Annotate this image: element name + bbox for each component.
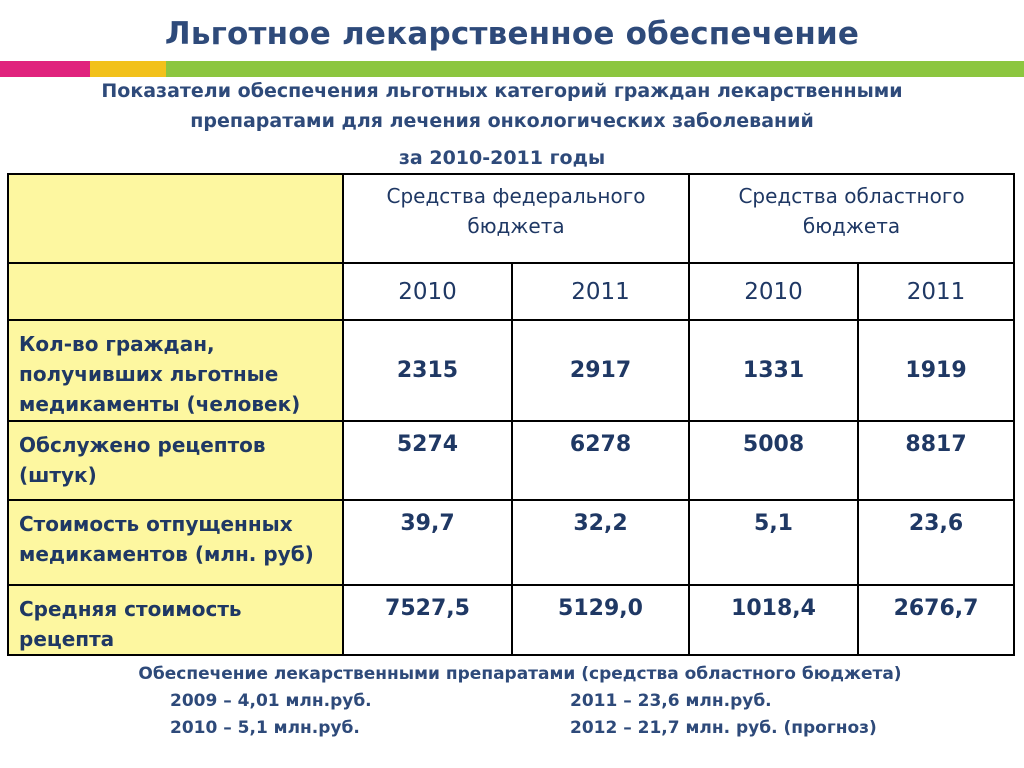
table-cell: 5274 [343, 421, 512, 500]
year-header: 2011 [858, 263, 1014, 320]
row-label-prescriptions: Обслужено рецептов (штук) [8, 421, 343, 500]
row-label-citizens: Кол-во граждан, получивших льготные медикаменты (человек) [8, 320, 343, 421]
table-cell: 1331 [689, 320, 858, 421]
table-cell: 6278 [512, 421, 689, 500]
table-cell: 8817 [858, 421, 1014, 500]
subtitle-line-2: препаратами для лечения онкологических заболеваний [190, 110, 814, 132]
footer-item-2009: 2009 – 4,01 млн.руб. [170, 691, 372, 711]
decor-stripe-yellow [90, 61, 166, 77]
table-cell: 7527,5 [343, 585, 512, 655]
footer-item-2011: 2011 – 23,6 млн.руб. [570, 691, 772, 711]
decor-stripe-magenta [0, 61, 90, 77]
table-cell: 1919 [858, 320, 1014, 421]
footer-item-2012: 2012 – 21,7 млн. руб. (прогноз) [570, 718, 877, 738]
year-header: 2010 [689, 263, 858, 320]
table-cell: 39,7 [343, 500, 512, 585]
table-row [8, 500, 1014, 585]
page-title: Льготное лекарственное обеспечение [164, 16, 860, 52]
footer-item-2010: 2010 – 5,1 млн.руб. [170, 718, 360, 738]
table-cell: 2315 [343, 320, 512, 421]
table-row [8, 421, 1014, 500]
indicators-table [7, 173, 1015, 656]
table-cell: 23,6 [858, 500, 1014, 585]
year-header: 2011 [512, 263, 689, 320]
table-corner-cell [8, 174, 343, 263]
table-cell: 5,1 [689, 500, 858, 585]
row-label-cost: Стоимость отпущенных медикаментов (млн. руб) [8, 500, 343, 585]
table-row [8, 320, 1014, 421]
table-corner-cell-2 [8, 263, 343, 320]
subtitle-line-1: Показатели обеспечения льготных категорий граждан лекарственными [101, 80, 903, 102]
decor-stripe-green [166, 61, 1024, 77]
row-label-avg-cost: Средняя стоимость рецепта [8, 585, 343, 655]
table-cell: 1018,4 [689, 585, 858, 655]
table-cell: 32,2 [512, 500, 689, 585]
table-row [8, 585, 1014, 655]
header-regional-budget: Средства областного бюджета [689, 174, 1014, 263]
footer-heading: Обеспечение лекарственными препаратами (средства областного бюджета) [138, 664, 902, 684]
table-cell: 5008 [689, 421, 858, 500]
table-cell: 2917 [512, 320, 689, 421]
table-cell: 5129,0 [512, 585, 689, 655]
subtitle-line-3: за 2010-2011 годы [398, 147, 606, 169]
table-cell: 2676,7 [858, 585, 1014, 655]
year-header: 2010 [343, 263, 512, 320]
header-federal-budget: Средства федерального бюджета [343, 174, 689, 263]
